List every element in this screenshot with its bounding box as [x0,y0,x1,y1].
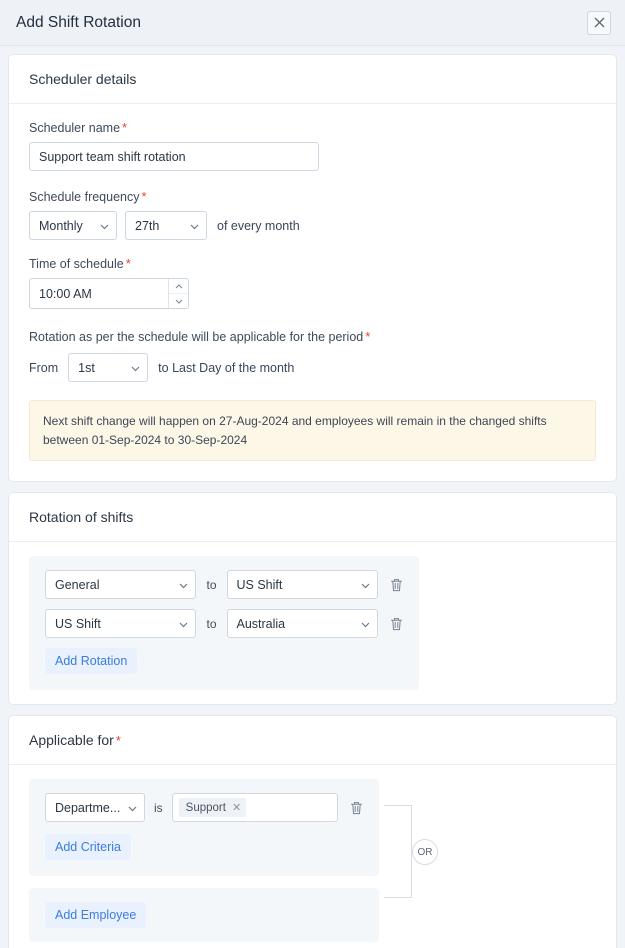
scheduler-details-title: Scheduler details [9,55,616,104]
applicable-for-title [9,716,616,765]
rotation-to-value: Australia [236,616,286,631]
rotation-row [45,609,403,638]
schedule-frequency-label-text: Schedule frequency [29,190,140,204]
time-of-schedule-label [29,256,596,271]
trash-icon[interactable] [350,801,363,815]
employee-box [29,888,379,942]
rotation-to-value: US Shift [236,577,283,592]
applicable-for-body [29,779,596,942]
criteria-column [29,779,379,942]
required-marker: * [122,120,128,135]
required-marker: * [141,189,147,204]
chevron-down-icon [190,219,199,233]
add-criteria-button[interactable]: Add Criteria [45,834,131,860]
required-marker: * [125,256,131,271]
period-row [29,353,596,382]
from-day-value: 1st [78,360,95,375]
schedule-frequency-label [29,189,596,204]
close-icon[interactable]: ✕ [231,802,242,815]
chevron-down-icon[interactable] [169,294,188,308]
from-label: From [29,360,59,375]
applicable-for-title-text: Applicable for [29,732,114,749]
rotation-of-shifts-card [8,492,617,705]
day-select-value: 27th [135,218,160,233]
time-value: 10:00 AM [39,286,92,301]
rotation-from-select[interactable] [45,609,196,638]
criteria-field-select[interactable] [45,793,145,822]
dialog-body [0,46,625,948]
time-stepper[interactable] [168,279,188,308]
chevron-down-icon [100,219,109,233]
to-last-day-text: to Last Day of the month [158,360,295,375]
rotation-rows-container [29,556,419,690]
close-icon[interactable] [587,11,611,35]
chevron-down-icon [131,361,140,375]
rotation-from-value: General [55,577,100,592]
chevron-down-icon [128,801,137,815]
trash-icon[interactable] [390,578,403,592]
time-of-schedule-input[interactable] [29,278,189,309]
rotation-from-value: US Shift [55,616,101,631]
shift-change-note: Next shift change will happen on 27-Aug-2024 and employees will remain in the changed shifts between 01-Sep-2024 to 30-Sep-2024 [29,400,596,461]
criteria-tag [179,798,247,817]
chevron-down-icon [361,578,370,592]
scheduler-name-input[interactable] [29,142,319,171]
required-marker: * [365,329,371,344]
criteria-field-value: Departme... [55,800,121,815]
frequency-select-value: Monthly [39,218,83,233]
scheduler-name-label [29,120,596,135]
from-day-select[interactable] [68,353,148,382]
criteria-value-input[interactable] [172,793,338,822]
period-label [29,329,596,344]
criteria-box [29,779,379,876]
dialog-header [0,0,625,46]
frequency-select[interactable] [29,211,117,240]
criteria-operator-label: is [154,800,163,815]
criteria-tag-label: Support [185,801,226,814]
rotation-from-select[interactable] [45,570,196,599]
rotation-to-label: to [206,616,217,631]
time-of-schedule-label-text: Time of schedule [29,257,124,271]
rotation-to-label: to [206,577,217,592]
chevron-down-icon [179,617,188,631]
criteria-row [45,793,363,822]
scheduler-details-card [8,54,617,482]
or-connector [384,791,440,911]
rotation-row [45,570,403,599]
required-marker: * [115,733,121,749]
trash-icon[interactable] [390,617,403,631]
chevron-down-icon [179,578,188,592]
page-title: Add Shift Rotation [16,13,141,31]
rotation-to-select[interactable] [227,609,378,638]
frequency-suffix-text: of every month [217,218,300,233]
chevron-down-icon [361,617,370,631]
rotation-to-select[interactable] [227,570,378,599]
or-badge: OR [412,839,438,865]
applicable-for-card [8,715,617,948]
rotation-of-shifts-title: Rotation of shifts [9,493,616,542]
scheduler-name-label-text: Scheduler name [29,121,121,135]
period-label-text: Rotation as per the schedule will be applicable for the period [29,330,364,344]
scheduler-details-body [9,104,616,481]
day-select[interactable] [125,211,207,240]
add-rotation-button[interactable]: Add Rotation [45,648,137,674]
schedule-frequency-row [29,211,596,240]
chevron-up-icon[interactable] [169,279,188,294]
add-employee-button[interactable]: Add Employee [45,902,146,928]
